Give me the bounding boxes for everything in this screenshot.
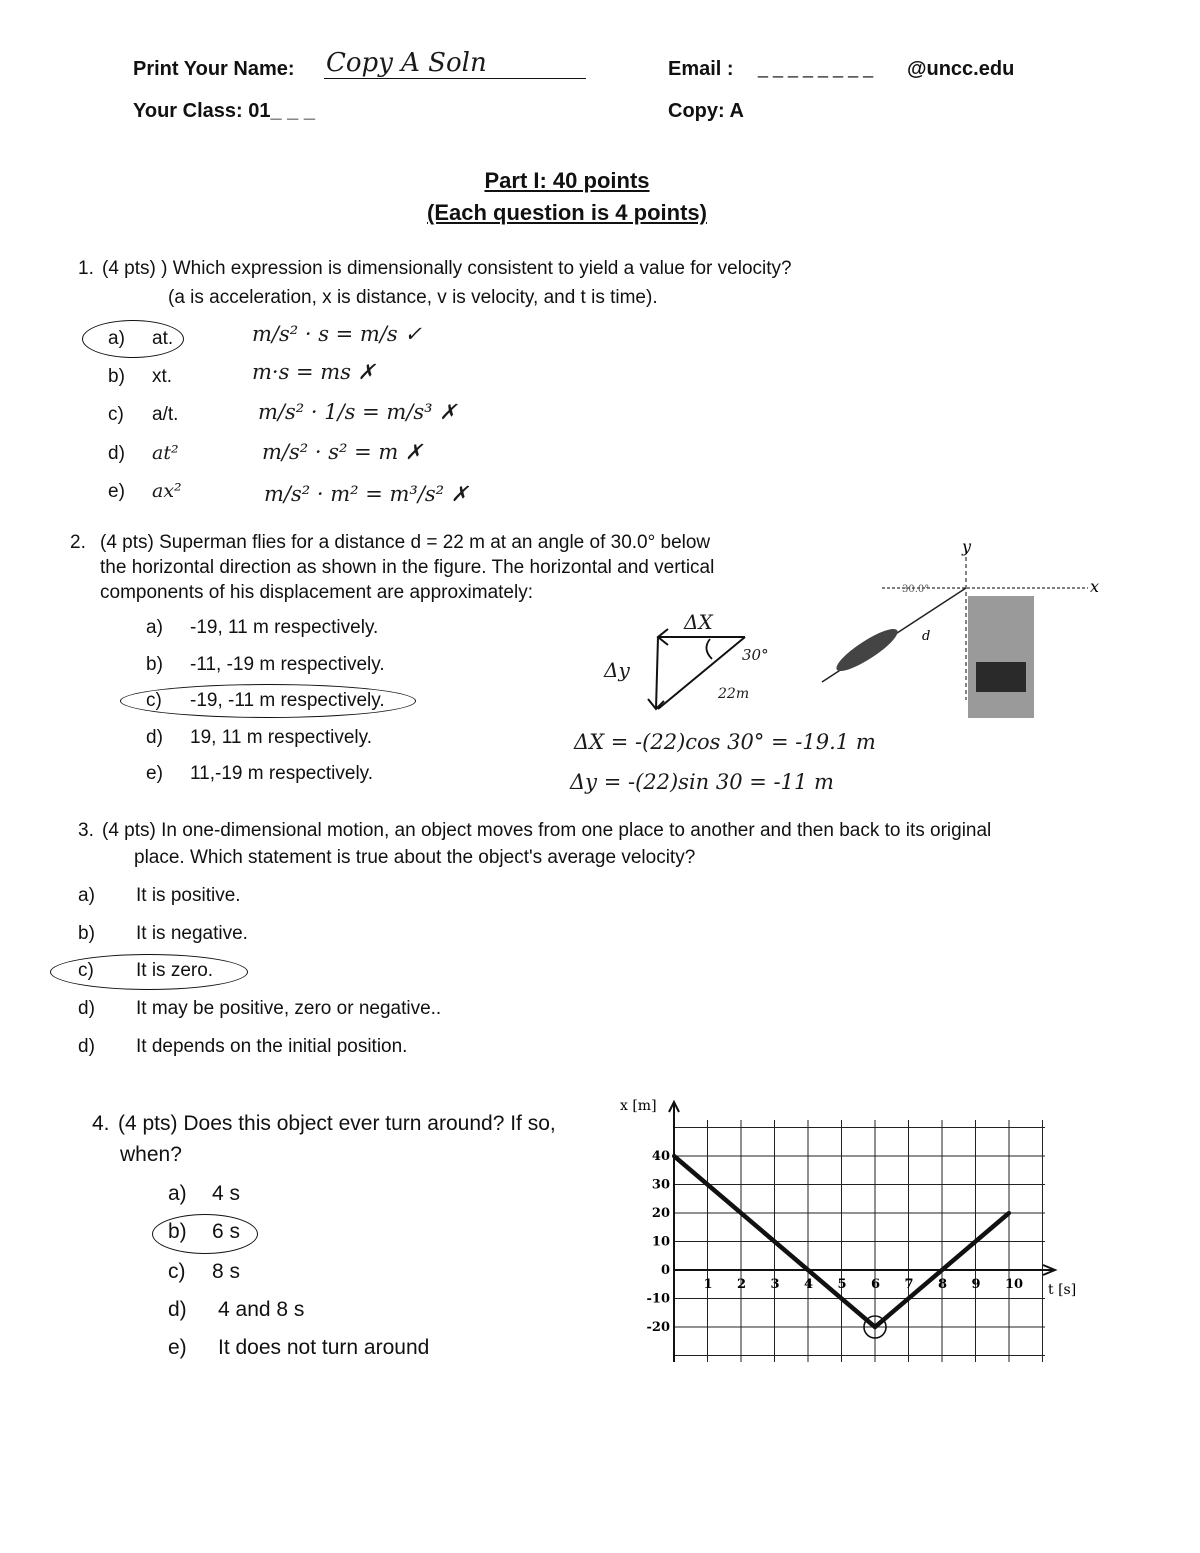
x-tick-label: 6 [871,1277,881,1292]
option-label: d) [78,1036,95,1057]
option-b[interactable] [108,366,172,388]
x-tick-label: 9 [971,1277,981,1292]
option-text: It is negative. [136,923,248,944]
y-tick-label: 40 [651,1149,670,1164]
answer-circle [82,320,184,358]
option-text: It depends on the initial position. [136,1036,408,1057]
option-text: It does not turn around [218,1336,430,1359]
option-a[interactable] [78,885,241,907]
answer-circle [152,1214,258,1254]
option-d-second[interactable] [78,1036,407,1058]
email-domain: @uncc.edu [907,58,1015,80]
part-title: Part I: 40 points [484,168,650,193]
option-d[interactable] [108,442,179,465]
handwritten-equation-dy: Δy = -(22)sin 30 = -11 m [570,770,834,794]
question-number: 2. [70,532,86,553]
y-axis-label: x [m] [620,1098,657,1114]
question-stem-line: the horizontal direction as shown in the figure. The horizontal and vertical [100,557,715,578]
data-point [672,1154,676,1158]
x-tick-label: 10 [1005,1277,1024,1292]
answer-circle [120,684,416,718]
option-text: 8 s [212,1260,241,1283]
superman-figure [812,530,1102,720]
option-label: c) [146,690,162,711]
option-label: c) [78,960,94,981]
x-tick-label: 8 [938,1277,948,1292]
question-stem-line: components of his displacement are approximately: [100,582,534,603]
sketch-label-dx: ΔX [684,610,713,634]
option-text: It may be positive, zero or negative.. [136,998,442,1019]
position-time-chart [600,1090,1100,1370]
figure-y-label: y [962,537,972,556]
x-axis-label: t [s] [1048,1282,1077,1298]
x-tick-label: 3 [770,1277,780,1292]
option-text: 4 s [212,1182,241,1205]
figure-x-label: x [1090,577,1100,596]
option-e[interactable] [168,1336,429,1360]
option-text: xt. [152,366,173,387]
sketch-vertical-line [656,637,658,709]
sketch-angle-arc [706,639,712,659]
question-stem-line: (4 pts) In one-dimensional motion, an object moves from one place to another and then back to its original [102,820,992,841]
name-label: Print Your Name: [133,58,295,80]
option-text: It is zero. [136,960,214,981]
answer-circle [50,954,248,990]
option-label: b) [108,366,125,387]
y-tick-label: -20 [646,1320,670,1335]
option-a[interactable] [168,1182,240,1206]
option-label: d) [146,727,163,748]
option-text: 4 and 8 s [218,1298,305,1321]
handwritten-work-line: m/s² · s² = m ✗ [262,440,423,464]
question-stem-line: place. Which statement is true about the object's average velocity? [134,847,696,868]
option-d[interactable] [78,998,441,1020]
option-text: 6 s [212,1220,241,1243]
y-tick-label: 20 [651,1206,670,1221]
option-e[interactable] [146,763,373,785]
building-shape [968,596,1034,718]
option-text: -19, -11 m respectively. [190,690,385,711]
option-text: ax² [152,480,182,502]
x-tick-label: 4 [804,1277,814,1292]
option-text: at. [152,328,174,349]
option-b[interactable] [146,654,385,676]
email-field[interactable]: _ _ _ _ _ _ _ _ [758,58,874,78]
handwritten-equation-dx: ΔX = -(22)cos 30° = -19.1 m [574,730,876,754]
option-d[interactable] [146,727,372,749]
option-label: a) [168,1182,187,1205]
handwritten-work-line: m/s² · 1/s = m/s³ ✗ [258,400,457,424]
x-tick-label: 5 [837,1277,847,1292]
question-note: (a is acceleration, x is distance, v is velocity, and t is time). [168,287,658,308]
option-text: a/t. [152,404,179,425]
part-subtitle: (Each question is 4 points) [427,200,707,225]
option-text: 19, 11 m respectively. [190,727,372,748]
sketch-label-angle: 30° [742,646,769,664]
sketch-label-dy: Δy [604,658,630,682]
y-tick-label: -10 [646,1291,670,1307]
option-text: It is positive. [136,885,241,906]
question-stem-line: (4 pts) Superman flies for a distance d = 22 m at an angle of 30.0° below [100,532,711,553]
x-tick-label: 7 [904,1277,914,1292]
option-d[interactable] [168,1298,304,1322]
handwritten-work-line: m·s = ms ✗ [252,360,376,384]
handwritten-work-line: m/s² · m² = m³/s² ✗ [264,482,469,506]
option-a[interactable] [146,617,378,639]
option-label: e) [168,1336,187,1359]
x-tick-label: 2 [737,1277,747,1292]
question-number: 1. [78,258,94,279]
sketch-label-distance: 22m [718,686,750,702]
question-number: 4. [92,1112,110,1135]
class-field[interactable]: Your Class: 01_ _ _ [133,100,315,122]
option-label: e) [146,763,163,784]
option-label: b) [168,1220,187,1243]
y-tick-label: 10 [651,1234,670,1250]
option-label: b) [78,923,95,944]
data-point [873,1325,877,1329]
option-label: b) [146,654,163,675]
x-tick-label: 1 [703,1277,713,1292]
option-label: c) [168,1260,186,1283]
name-field[interactable]: Copy A Soln [324,48,586,79]
handwritten-work-line: m/s² · s = m/s ✓ [252,322,422,346]
option-label: d) [108,443,125,464]
option-label: e) [108,481,125,502]
y-tick-label: 30 [651,1177,670,1193]
y-tick-label: 0 [660,1263,670,1278]
question-stem-line: when? [120,1143,182,1166]
option-text: -11, -19 m respectively. [190,654,385,675]
question-stem-line: (4 pts) Does this object ever turn around? If so, [118,1112,556,1135]
option-label: d) [168,1298,187,1321]
copy-label: Copy: A [668,100,744,122]
option-e[interactable] [108,480,182,503]
question-stem: (4 pts) ) Which expression is dimensionally consistent to yield a value for velocity? [102,258,792,279]
option-label: a) [78,885,95,906]
option-text: 11,-19 m respectively. [190,763,374,784]
question-number: 3. [78,820,94,841]
option-label: d) [78,998,95,1019]
option-text: -19, 11 m respectively. [190,617,379,638]
option-label: a) [108,328,125,349]
option-b[interactable] [78,923,248,945]
data-point [1007,1211,1011,1215]
email-label: Email : [668,58,734,80]
option-c[interactable] [108,404,178,426]
figure-angle-label: 30.0° [902,584,930,595]
option-label: c) [108,404,124,425]
superman-shape [832,623,902,677]
option-c[interactable] [168,1260,240,1284]
option-text: at² [152,442,179,464]
option-label: a) [146,617,163,638]
building-sign [976,662,1026,692]
figure-d-label: d [922,629,931,644]
